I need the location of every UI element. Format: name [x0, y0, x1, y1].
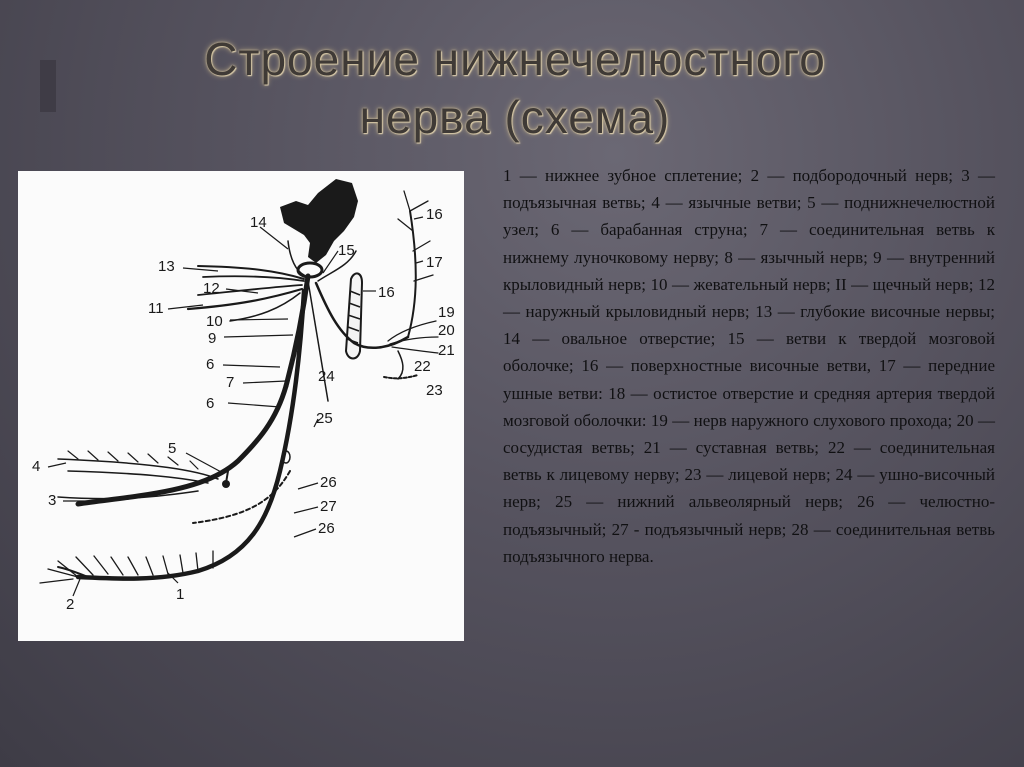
label-20: 20: [438, 322, 455, 339]
label-10: 10: [206, 313, 223, 330]
label-2: 2: [66, 596, 75, 613]
label-9: 9: [208, 330, 217, 347]
lingual-nerve: [78, 386, 286, 504]
label-3: 3: [48, 492, 57, 509]
label-26-lower: 26: [318, 520, 335, 537]
label-16-top: 16: [426, 206, 443, 223]
label-11: 11: [148, 300, 164, 317]
label-7: 7: [226, 374, 235, 391]
label-26-upper: 26: [320, 474, 337, 491]
title-line-2: нерва (схема): [359, 91, 671, 143]
label-1: 1: [176, 586, 185, 603]
inferior-alveolar-nerve: [78, 291, 304, 579]
label-15: 15: [338, 242, 355, 259]
title-line-1: Строение нижнечелюстного: [204, 33, 826, 85]
slide-title: [70, 30, 960, 146]
nerve-diagram: [18, 171, 464, 641]
label-5: 5: [168, 440, 177, 457]
decorative-bar: [40, 60, 56, 112]
label-19: 19: [438, 304, 455, 321]
label-21: 21: [438, 342, 455, 359]
label-27: 27: [320, 498, 337, 515]
label-12: 12: [203, 280, 220, 297]
label-25: 25: [316, 410, 333, 427]
label-6-upper: 6: [206, 356, 215, 373]
nerve-diagram-svg: [18, 171, 464, 641]
label-6-lower: 6: [206, 395, 215, 412]
label-17: 17: [426, 254, 443, 271]
label-16-middle: 16: [378, 284, 395, 301]
label-23: 23: [426, 382, 443, 399]
legend-text: 1 — нижнее зубное сплетение; 2 — подбородочный нерв; 3 — подъязычная ветвь; 4 — язычные ветви; 5 — поднижнечелюстной узел; 6 — барабанная струна; 7 — соединительная ветвь к нижнему луночковому нерву; 8 — язычный нерв; 9 — внутренний крыловидный нерв; 10 — жевательный нерв; II — щечный нерв; 12 — наружный крыловидный нерв; 13 — глубокие височные нервы; 14 — овальное отверстие; 15 — ветви к твердой мозговой оболочке; 16 — поверхностные височные ветви, 17 — передние ушные ветви: 18 — остистое отверстие и средняя артерия твердой мозговой оболочки: 19 — нерв наружного слухового прохода; 20 — сосудистая ветвь; 21 — суставная ветвь; 22 — соединительная ветвь к лицевому нерву; 23 — лицевой нерв; 24 — ушно-височный нерв; 25 — нижний альвеолярный нерв; 26 — челюстно-подъязычный; 27 - подъязычный нерв; 28 — соединительная ветвь подъязычного нерва.: [503, 166, 995, 566]
label-22: 22: [414, 358, 431, 375]
label-14: 14: [250, 214, 267, 231]
label-13: 13: [158, 258, 175, 275]
label-24: 24: [318, 368, 335, 385]
label-4: 4: [32, 458, 41, 475]
